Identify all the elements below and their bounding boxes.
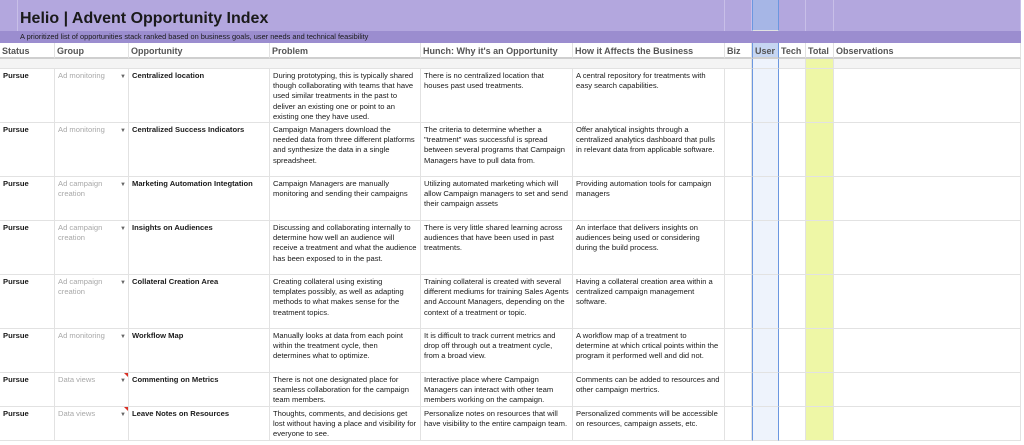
observations-cell[interactable] [834, 69, 1021, 123]
group-dropdown[interactable] [55, 221, 129, 275]
affects-business-cell[interactable]: Providing automation tools for campaign managers [573, 177, 725, 221]
title-band-cell-selected[interactable] [752, 0, 779, 31]
opportunity-cell[interactable]: Leave Notes on Resources [129, 407, 270, 441]
status-cell[interactable]: Pursue [0, 69, 55, 123]
tech-score-cell[interactable] [779, 329, 806, 373]
spacer-row-user-cell[interactable] [752, 59, 779, 69]
tech-score-cell[interactable] [779, 221, 806, 275]
header-tech[interactable]: Tech [779, 43, 806, 59]
total-score-cell[interactable] [806, 373, 834, 407]
problem-cell[interactable]: Creating collateral using existing templates possibly, as well as adapting methods to what makes sense for the treatment topics. [270, 275, 421, 329]
group-dropdown[interactable] [55, 123, 129, 177]
opportunity-cell[interactable]: Insights on Audiences [129, 221, 270, 275]
user-score-cell[interactable] [752, 373, 779, 407]
opportunity-cell[interactable]: Commenting on Metrics [129, 373, 270, 407]
group-value: Data views [58, 375, 96, 384]
sheet-subtitle: A prioritized list of opportunities stack ranked based on business goals, user needs and technical feasibility [18, 31, 1021, 43]
group-dropdown[interactable] [55, 329, 129, 373]
biz-score-cell[interactable] [725, 177, 752, 221]
title-band-cell[interactable] [834, 0, 1021, 31]
total-score-cell[interactable] [806, 329, 834, 373]
observations-cell[interactable] [834, 407, 1021, 441]
observations-cell[interactable] [834, 275, 1021, 329]
status-cell[interactable]: Pursue [0, 221, 55, 275]
header-observations[interactable]: Observations [834, 43, 1021, 59]
hunch-cell[interactable]: There is very little shared learning across audiences that have been used in past treatments. [421, 221, 573, 275]
problem-cell[interactable]: Thoughts, comments, and decisions get lost without having a place and visibility for everyone to see. [270, 407, 421, 441]
group-value: Ad campaign creation [58, 179, 103, 199]
status-cell[interactable]: Pursue [0, 373, 55, 407]
biz-score-cell[interactable] [725, 69, 752, 123]
problem-cell[interactable]: Campaign Managers are manually monitoring and sending their campaigns [270, 177, 421, 221]
chevron-down-icon[interactable]: ▼ [120, 334, 126, 340]
affects-business-cell[interactable]: An interface that delivers insights on audiences being used or considering during the build process. [573, 221, 725, 275]
group-dropdown[interactable] [55, 373, 129, 407]
group-dropdown[interactable] [55, 177, 129, 221]
observations-cell[interactable] [834, 221, 1021, 275]
spacer-row [779, 59, 806, 69]
header-total[interactable]: Total [806, 43, 834, 59]
tech-score-cell[interactable] [779, 123, 806, 177]
title-band-cell[interactable] [725, 0, 752, 31]
group-value: Ad monitoring [58, 71, 105, 80]
problem-cell[interactable]: Manually looks at data from each point within the treatment cycle, then determines what to optimize. [270, 329, 421, 373]
status-cell[interactable]: Pursue [0, 177, 55, 221]
header-opportunity[interactable]: Opportunity [129, 43, 270, 59]
problem-cell[interactable]: During prototyping, this is typically shared though collaborating with teams that have used similar treatments in the past to deliver an existing one or point to an existing one they have used. [270, 69, 421, 123]
affects-business-cell[interactable]: A workflow map of a treatment to determine at which crtical points within the program it performed well and did not. [573, 329, 725, 373]
tech-score-cell[interactable] [779, 275, 806, 329]
status-cell[interactable]: Pursue [0, 123, 55, 177]
hunch-cell[interactable]: Utilizing automated marketing which will allow Campaign managers to set and send their campaign assets [421, 177, 573, 221]
group-dropdown[interactable] [55, 407, 129, 441]
status-cell[interactable]: Pursue [0, 407, 55, 441]
header-problem[interactable]: Problem [270, 43, 421, 59]
hunch-cell[interactable]: It is difficult to track current metrics and drop off through out a treatment cycle, from a broad view. [421, 329, 573, 373]
chevron-down-icon[interactable]: ▼ [120, 182, 126, 188]
user-score-cell[interactable] [752, 69, 779, 123]
header-biz[interactable]: Biz [725, 43, 752, 59]
chevron-down-icon[interactable]: ▼ [120, 128, 126, 134]
title-band-cell[interactable] [806, 0, 834, 31]
hunch-cell[interactable]: The criteria to determine whether a "treatment" was successful is spread between several programs that Campaign Managers have to pull data from. [421, 123, 573, 177]
chevron-down-icon[interactable]: ▼ [120, 412, 126, 418]
group-dropdown[interactable] [55, 275, 129, 329]
opportunity-cell[interactable]: Centralized Success Indicators [129, 123, 270, 177]
observations-cell[interactable] [834, 373, 1021, 407]
hunch-cell[interactable]: Training collateral is created with several different mediums for training Sales Agents and Account Managers, depending on the context of a treatment or topic. [421, 275, 573, 329]
total-score-cell[interactable] [806, 69, 834, 123]
observations-cell[interactable] [834, 123, 1021, 177]
chevron-down-icon[interactable]: ▼ [120, 280, 126, 286]
user-score-cell[interactable] [752, 221, 779, 275]
header-affects-business[interactable]: How it Affects the Business [573, 43, 725, 59]
biz-score-cell[interactable] [725, 407, 752, 441]
opportunity-cell[interactable]: Collateral Creation Area [129, 275, 270, 329]
biz-score-cell[interactable] [725, 373, 752, 407]
problem-cell[interactable]: There is not one designated place for seamless collaboration for the campaign team members. [270, 373, 421, 407]
header-status[interactable]: Status [0, 43, 55, 59]
status-cell[interactable]: Pursue [0, 275, 55, 329]
user-score-cell[interactable] [752, 407, 779, 441]
affects-business-cell[interactable]: Offer analytical insights through a centralized analytics dashboard that pulls in relevant data from applicable software. [573, 123, 725, 177]
biz-score-cell[interactable] [725, 329, 752, 373]
spacer-row [0, 59, 752, 69]
problem-cell[interactable]: Campaign Managers download the needed data from three different platforms and synthesize the data in a single spreadsheet. [270, 123, 421, 177]
observations-cell[interactable] [834, 177, 1021, 221]
group-value: Ad monitoring [58, 125, 105, 134]
hunch-cell[interactable]: There is no centralized location that houses past used treatments. [421, 69, 573, 123]
group-value: Ad campaign creation [58, 277, 103, 297]
hunch-cell[interactable]: Personalize notes on resources that will have visibility to the entire campaign team. [421, 407, 573, 441]
user-score-cell[interactable] [752, 275, 779, 329]
tech-score-cell[interactable] [779, 407, 806, 441]
header-hunch[interactable]: Hunch: Why it's an Opportunity [421, 43, 573, 59]
chevron-down-icon[interactable]: ▼ [120, 226, 126, 232]
total-score-cell[interactable] [806, 177, 834, 221]
hunch-cell[interactable]: Interactive place where Campaign Managers can interact with other team members working on the campaign. [421, 373, 573, 407]
opportunity-cell[interactable]: Marketing Automation Integtation [129, 177, 270, 221]
status-cell[interactable]: Pursue [0, 329, 55, 373]
tech-score-cell[interactable] [779, 373, 806, 407]
affects-business-cell[interactable]: Having a collateral creation area within a centralized campaign management software. [573, 275, 725, 329]
total-score-cell[interactable] [806, 407, 834, 441]
group-dropdown[interactable] [55, 69, 129, 123]
tech-score-cell[interactable] [779, 69, 806, 123]
title-band-cell[interactable] [0, 0, 18, 31]
affects-business-cell[interactable]: Comments can be added to resources and other campaign mertrics. [573, 373, 725, 407]
total-score-cell[interactable] [806, 275, 834, 329]
total-score-cell[interactable] [806, 221, 834, 275]
affects-business-cell[interactable]: A central repository for treatments with easy search capabilities. [573, 69, 725, 123]
tech-score-cell[interactable] [779, 177, 806, 221]
spacer-row [834, 59, 1021, 69]
user-score-cell[interactable] [752, 123, 779, 177]
spacer-row-total-cell[interactable] [806, 59, 834, 69]
total-score-cell[interactable] [806, 123, 834, 177]
title-band-cell[interactable] [779, 0, 806, 31]
affects-business-cell[interactable]: Personalized comments will be accessible on resources, campaign assets, etc. [573, 407, 725, 441]
biz-score-cell[interactable] [725, 123, 752, 177]
user-score-cell[interactable] [752, 177, 779, 221]
sheet-title: Helio | Advent Opportunity Index [18, 0, 725, 31]
chevron-down-icon[interactable]: ▼ [120, 378, 126, 384]
group-value: Data views [58, 409, 96, 418]
chevron-down-icon[interactable]: ▼ [120, 74, 126, 80]
biz-score-cell[interactable] [725, 275, 752, 329]
opportunity-cell[interactable]: Workflow Map [129, 329, 270, 373]
user-score-cell[interactable] [752, 329, 779, 373]
group-value: Ad monitoring [58, 331, 105, 340]
observations-cell[interactable] [834, 329, 1021, 373]
subtitle-band-cell[interactable] [0, 31, 18, 43]
header-user[interactable]: User [752, 43, 779, 59]
group-value: Ad campaign creation [58, 223, 103, 243]
problem-cell[interactable]: Discussing and collaborating internally to determine how well an audience will receive a treatment and what the audience has been exposed to in the past. [270, 221, 421, 275]
header-group[interactable]: Group [55, 43, 129, 59]
biz-score-cell[interactable] [725, 221, 752, 275]
opportunity-cell[interactable]: Centralized location [129, 69, 270, 123]
